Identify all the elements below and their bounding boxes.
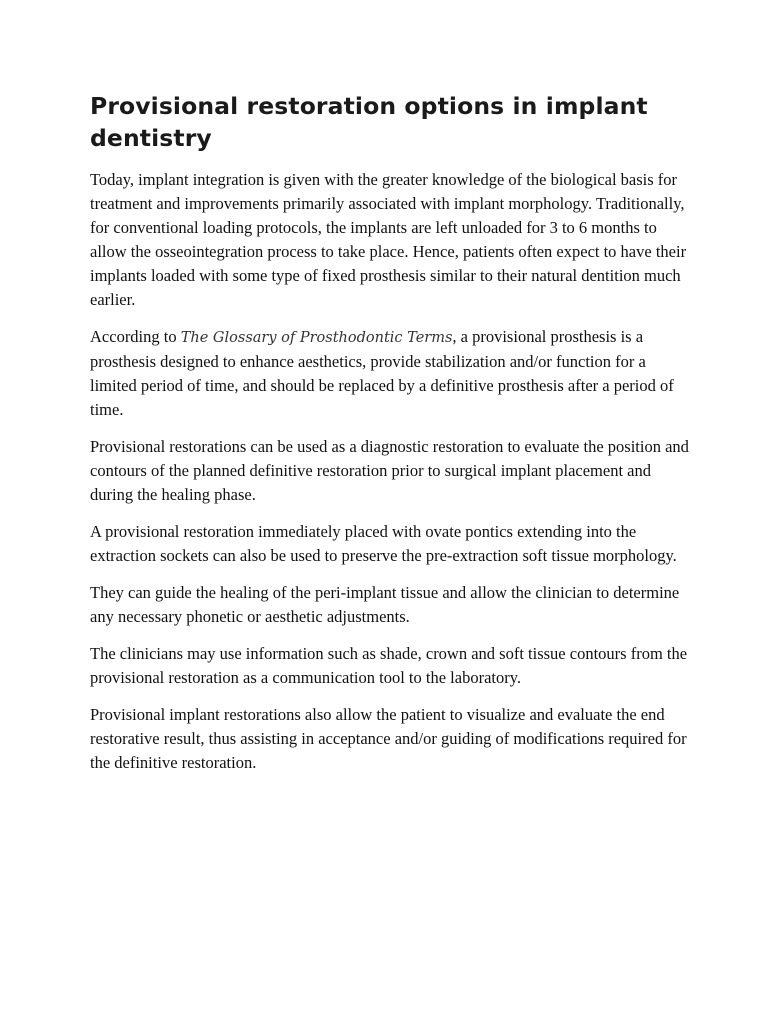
paragraph-4: A provisional restoration immediately placed with ovate pontics extending into the extraction sockets can also be used to preserve the pre-extraction soft tissue morphology. (90, 522, 677, 565)
paragraph-1: Today, implant integration is given with the greater knowledge of the biological basis for treatment and improvements primarily associated with implant morphology. Traditionally, for conventional loading protocols, the implants are left unloaded for 3 to 6 months to allow the osseointegration process to take place. Hence, patients often expect to have their implants loaded with some type of fixed prosthesis similar to their natural dentition much earlier. (90, 170, 687, 309)
document-page (90, 90, 690, 788)
paragraph-2-lead: According to (90, 327, 181, 346)
paragraph-2 (90, 325, 690, 422)
paragraph-6: The clinicians may use information such as shade, crown and soft tissue contours from the provisional restoration as a communication tool to the laboratory. (90, 644, 688, 687)
paragraph-2-body: , a provisional prosthesis is a prosthesis designed to enhance aesthetics, provide stabilization and/or function for a limited period of time, and should be replaced by a definitive prosthesis after a period of time. (90, 327, 674, 419)
paragraph-7: Provisional implant restorations also allow the patient to visualize and evaluate the end restorative result, thus assisting in acceptance and/or guiding of modifications required for the definitive restoration. (90, 705, 687, 772)
paragraph-3: Provisional restorations can be used as a diagnostic restoration to evaluate the position and contours of the planned definitive restoration prior to surgical implant placement and during the healing phase. (90, 437, 689, 504)
document-title: Provisional restoration options in implant dentistry (90, 92, 648, 152)
paragraph-5: They can guide the healing of the peri-implant tissue and allow the clinician to determine any necessary phonetic or aesthetic adjustments. (90, 583, 680, 626)
glossary-reference: The Glossary of Prosthodontic Terms (180, 330, 453, 346)
